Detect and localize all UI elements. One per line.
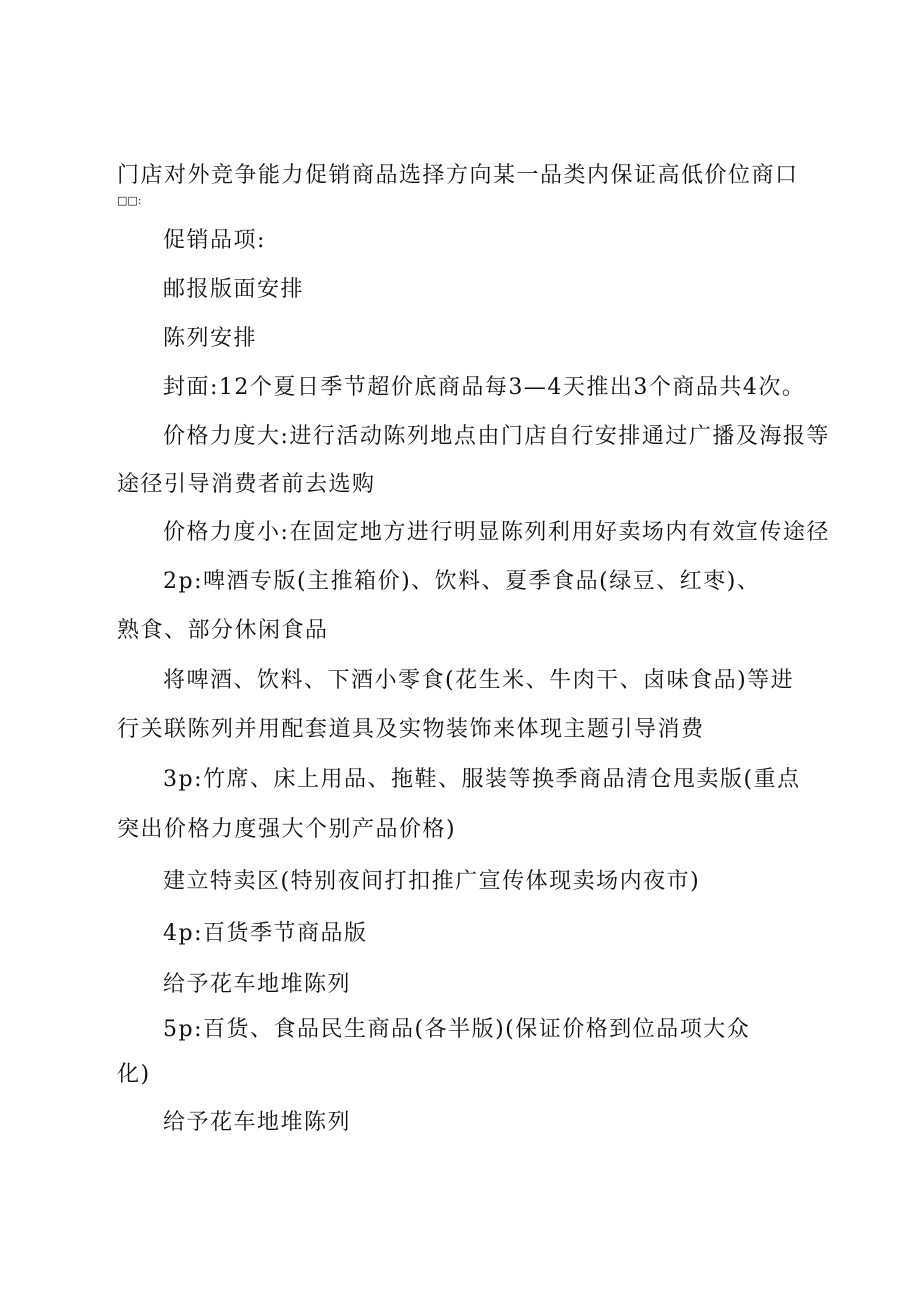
text-line: 邮报版面安排 <box>163 277 305 302</box>
text-line: 4p:百货季节商品版 <box>163 921 368 946</box>
text-line: 将啤酒、饮料、下酒小零食(花生米、牛肉干、卤味食品)等进 <box>163 668 795 693</box>
text-line: 途径引导消费者前去选购 <box>117 472 376 497</box>
text-line: □□: <box>117 194 142 207</box>
text-line: 建立特卖区(特别夜间打扣推广宣传体现卖场内夜市) <box>163 869 701 894</box>
text-line: 促销品项: <box>163 228 266 253</box>
text-line: 3p:竹席、床上用品、拖鞋、服装等换季商品清仓甩卖版(重点 <box>163 767 801 792</box>
text-line: 门店对外竞争能力促销商品选择方向某一品类内保证高低价位商口 <box>117 163 799 188</box>
text-line: 行关联陈列并用配套道具及实物装饰来体现主题引导消费 <box>117 717 705 742</box>
text-line: 熟食、部分休闲食品 <box>117 618 329 643</box>
text-line: 2p:啤酒专版(主推箱价)、饮料、夏季食品(绿豆、红枣)、 <box>163 569 761 594</box>
text-line: 封面:12个夏日季节超价底商品每3—4天推出3个商品共4次。 <box>163 375 806 400</box>
text-line: 化) <box>117 1062 151 1087</box>
text-line: 价格力度大:进行活动陈列地点由门店自行安排通过广播及海报等 <box>163 424 830 449</box>
text-line: 5p:百货、食品民生商品(各半版)(保证价格到位品项大众 <box>163 1017 751 1042</box>
text-line: 突出价格力度强大个别产品价格) <box>117 817 457 842</box>
text-line: 给予花车地堆陈列 <box>163 972 352 997</box>
text-line: 给予花车地堆陈列 <box>163 1110 352 1135</box>
text-line: 价格力度小:在固定地方进行明显陈列利用好卖场内有效宣传途径 <box>163 520 830 545</box>
text-line: 陈列安排 <box>163 326 258 351</box>
